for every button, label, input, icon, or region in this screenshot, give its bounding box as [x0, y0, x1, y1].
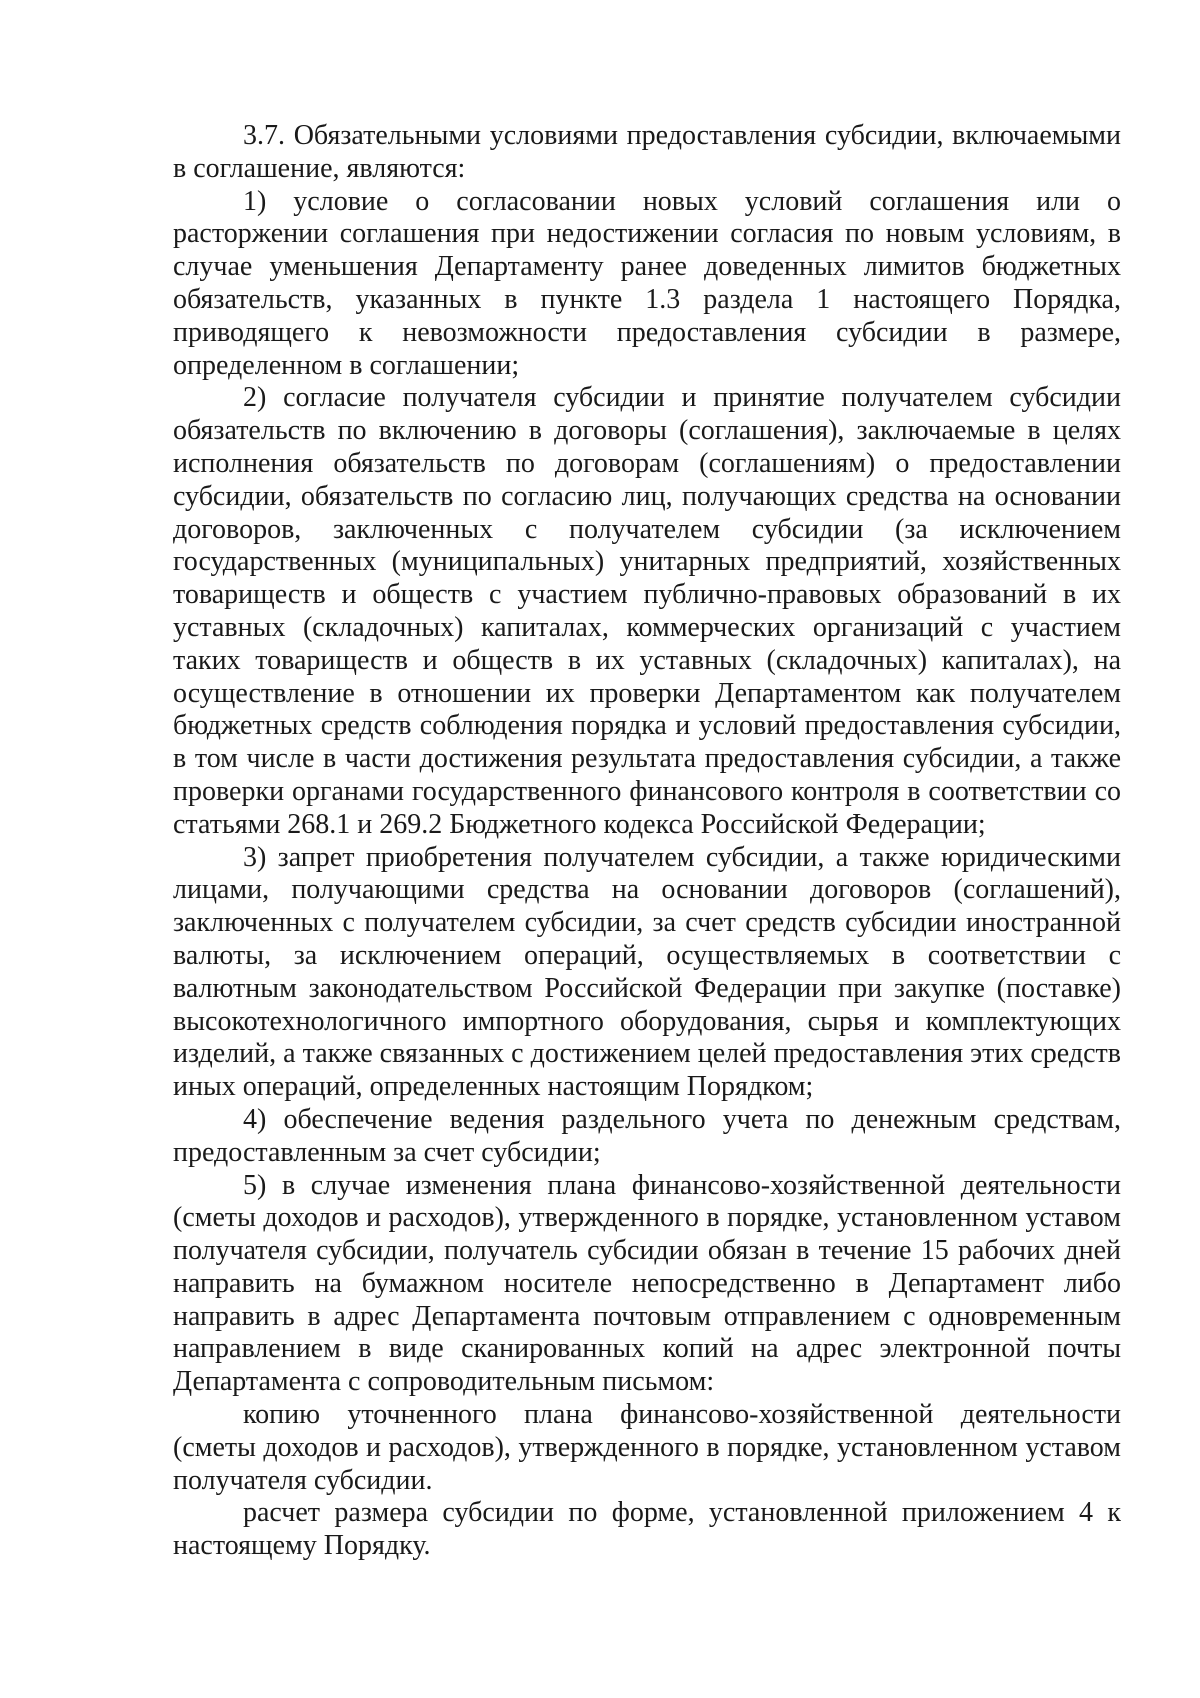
paragraph-subsidy-calculation: расчет размера субсидии по форме, установленной приложением 4 к настоящему Порядку.: [173, 1497, 1121, 1562]
paragraph-item-5: 5) в случае изменения плана финансово-хозяйственной деятельности (сметы доходов и расходов), утвержденного в порядке, установленном уставом получателя субсидии, получатель субсидии обязан в течение 15 рабочих дней направить на бумажном носителе непосредственно в Департамент либо направить в адрес Департамента почтовым отправлением с одновременным направлением в виде сканированных копий на адрес электронной почты Департамента с сопроводительным письмом:: [173, 1169, 1121, 1398]
paragraph-item-3: 3) запрет приобретения получателем субсидии, а также юридическими лицами, получающими средства на основании договоров (соглашений), заключенных с получателем субсидии, за счет средств субсидии иностранной валюты, за исключением операций, осуществляемых в соответствии с валютным законодательством Российской Федерации при закупке (поставке) высокотехнологичного импортного оборудования, сырья и комплектующих изделий, а также связанных с достижением целей предоставления этих средств иных операций, определенных настоящим Порядком;: [173, 841, 1121, 1103]
paragraph-item-4: 4) обеспечение ведения раздельного учета по денежным средствам, предоставленным за счет субсидии;: [173, 1103, 1121, 1168]
paragraph-item-2: 2) согласие получателя субсидии и принятие получателем субсидии обязательств по включению в договоры (соглашения), заключаемые в целях исполнения обязательств по договорам (соглашениям) о предоставлении субсидии, обязательств по согласию лиц, получающих средства на основании договоров, заключенных с получателем субсидии (за исключением государственных (муниципальных) унитарных предприятий, хозяйственных товариществ и обществ с участием публично-правовых образований в их уставных (складочных) капиталах, коммерческих организаций с участием таких товариществ и обществ в их уставных (складочных) капиталах), на осуществление в отношении их проверки Департаментом как получателем бюджетных средств соблюдения порядка и условий предоставления субсидии, в том числе в части достижения результата предоставления субсидии, а также проверки органами государственного финансового контроля в соответствии со статьями 268.1 и 269.2 Бюджетного кодекса Российской Федерации;: [173, 382, 1121, 840]
paragraph-plan-copy: копию уточненного плана финансово-хозяйственной деятельности (сметы доходов и расходов), утвержденного в порядке, установленном уставом получателя субсидии.: [173, 1399, 1121, 1496]
paragraph-3-7: 3.7. Обязательными условиями предоставления субсидии, включаемыми в соглашение, являются:: [173, 120, 1121, 184]
paragraph-item-1: 1) условие о согласовании новых условий соглашения или о расторжении соглашения при недостижении согласия по новым условиям, в случае уменьшения Департаменту ранее доведенных лимитов бюджетных обязательств, указанных в пункте 1.3 раздела 1 настоящего Порядка, приводящего к невозможности предоставления субсидии в размере, определенном в соглашении;: [173, 185, 1121, 381]
document-page: [173, 120, 1121, 1563]
